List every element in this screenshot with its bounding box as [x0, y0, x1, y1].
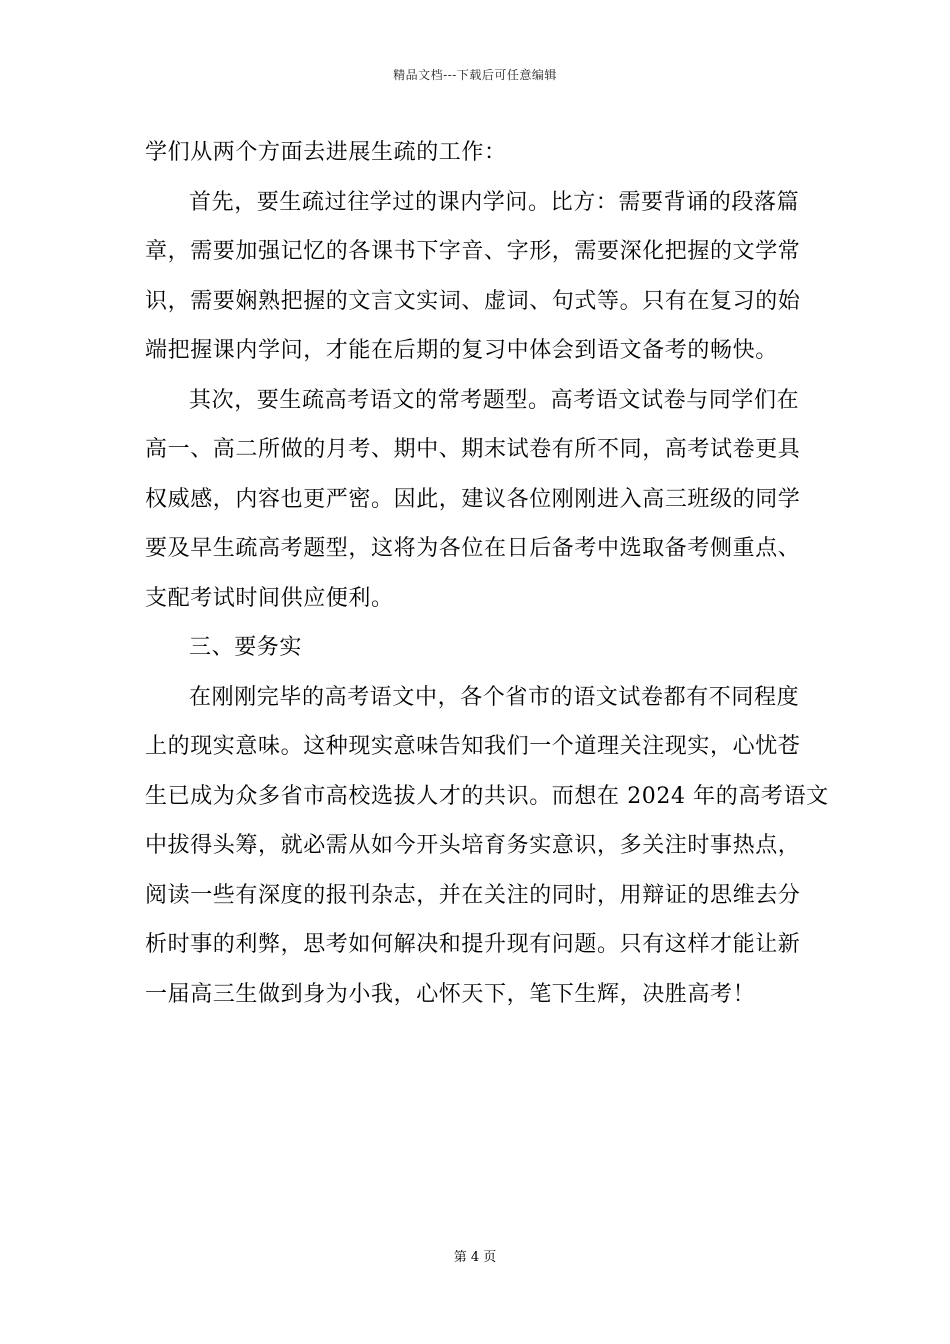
paragraph-line: 学们从两个方面去进展生疏的工作： [145, 140, 507, 165]
paragraph-line: 端把握课内学问，才能在后期的复习中体会到语文备考的畅快。 [145, 338, 778, 363]
paragraph-line: 权威感，内容也更严密。因此，建议各位刚刚进入高三班级的同学 [145, 486, 801, 512]
paragraph-line: 首先，要生疏过往学过的课内学问。比方：需要背诵的段落篇 [189, 189, 800, 215]
section-heading: 三、要务实 [189, 635, 303, 660]
paragraph-line: 生已成为众多省市高校选拔人才的共识。而想在 2024 年的高考语文 [145, 783, 829, 809]
document-body [145, 128, 829, 1019]
page-number: 第 4 页 [453, 1250, 497, 1265]
paragraph-line: 支配考试时间供应便利。 [145, 585, 394, 611]
paragraph-line: 在刚刚完毕的高考语文中，各个省市的语文试卷都有不同程度 [189, 684, 800, 710]
paragraph-line: 中拔得头筹，就必需从如今开头培育务实意识，多关注时事热点， [145, 833, 801, 858]
paragraph-line: 一届高三生做到身为小我，心怀天下，笔下生辉，决胜高考！ [145, 981, 756, 1007]
paragraph-line: 高一、高二所做的月考、期中、期末试卷有所不同，高考试卷更具 [145, 437, 801, 462]
paragraph-line: 要及早生疏高考题型，这将为各位在日后备考中选取备考侧重点、 [145, 536, 801, 561]
paragraph-line: 阅读一些有深度的报刊杂志，并在关注的同时，用辩证的思维去分 [145, 882, 801, 908]
paragraph-line: 章，需要加强记忆的各课书下字音、字形，需要深化把握的文学常 [145, 239, 801, 264]
page-header: 精品文档---下载后可任意编辑 [393, 68, 557, 82]
paragraph-line: 析时事的利弊，思考如何解决和提升现有问题。只有这样才能让新 [145, 932, 801, 957]
paragraph-line: 上的现实意味。这种现实意味告知我们一个道理关注现实，心忧苍 [145, 734, 801, 759]
paragraph-line: 其次，要生疏高考语文的常考题型。高考语文试卷与同学们在 [189, 387, 800, 413]
paragraph-line: 识，需要娴熟把握的文言文实词、虚词、句式等。只有在复习的始 [145, 288, 801, 314]
